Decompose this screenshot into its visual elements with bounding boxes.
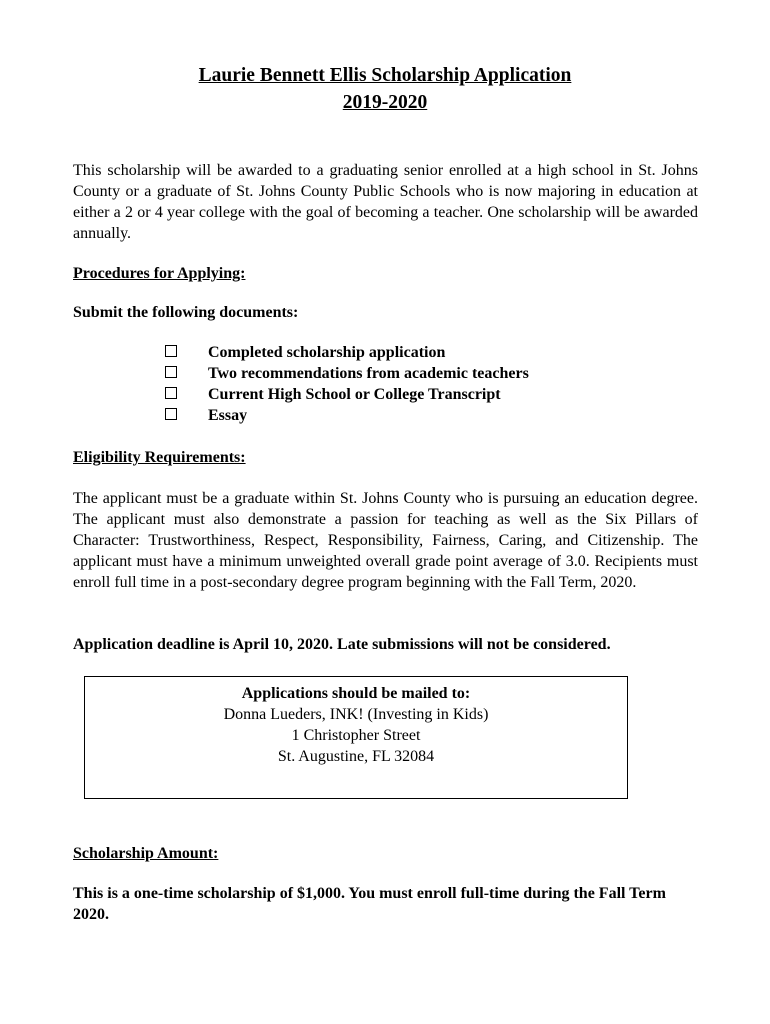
mailing-street: 1 Christopher Street: [291, 727, 421, 744]
submit-label: Submit the following documents:: [73, 304, 299, 321]
checkbox-essay[interactable]: [165, 408, 177, 420]
amount-text: This is a one-time scholarship of $1,000. You must enroll full-time during the Fall Term 2020.: [73, 885, 666, 923]
eligibility-heading: Eligibility Requirements:: [73, 449, 246, 466]
checklist-label: Current High School or College Transcript: [208, 386, 501, 403]
procedures-heading: Procedures for Applying:: [73, 265, 246, 282]
amount-heading: Scholarship Amount:: [73, 845, 219, 862]
mailing-name: Donna Lueders, INK! (Investing in Kids): [223, 706, 489, 723]
checklist-label: Two recommendations from academic teachers: [208, 365, 529, 382]
checklist-item: [0, 384, 700, 405]
mailing-address-box: [84, 676, 628, 799]
deadline-notice: Application deadline is April 10, 2020. Late submissions will not be considered.: [73, 636, 611, 653]
checklist-item: [0, 342, 700, 363]
mailing-heading: Applications should be mailed to:: [241, 685, 471, 702]
checkbox-recommendations[interactable]: [165, 366, 177, 378]
document-year: 2019-2020: [342, 92, 428, 113]
checklist-item: [0, 405, 700, 426]
mailing-city: St. Augustine, FL 32084: [277, 748, 435, 765]
checkbox-transcript[interactable]: [165, 387, 177, 399]
checklist-item: [0, 363, 700, 384]
checklist-label: Completed scholarship application: [208, 344, 446, 361]
checklist-label: Essay: [208, 407, 248, 424]
checkbox-application[interactable]: [165, 345, 177, 357]
eligibility-paragraph: The applicant must be a graduate within St. Johns County who is pursuing an education degree. The applicant must also demonstrate a passion for teaching as well as the Six Pillars of Character: Trustworthiness, Respect, Responsibility, Fairness, Caring, and Citizenship. The applicant must have a minimum unweighted overall grade point average of 3.0. Recipients must enroll full time in a post-secondary degree program beginning with the Fall Term, 2020.: [73, 490, 698, 591]
document-title: Laurie Bennett Ellis Scholarship Application: [198, 65, 572, 86]
intro-paragraph: This scholarship will be awarded to a graduating senior enrolled at a high school in St. Johns County or a graduate of St. Johns County Public Schools who is now majoring in education at either a 2 or 4 year college with the goal of becoming a teacher. One scholarship will be awarded annually.: [73, 162, 698, 242]
